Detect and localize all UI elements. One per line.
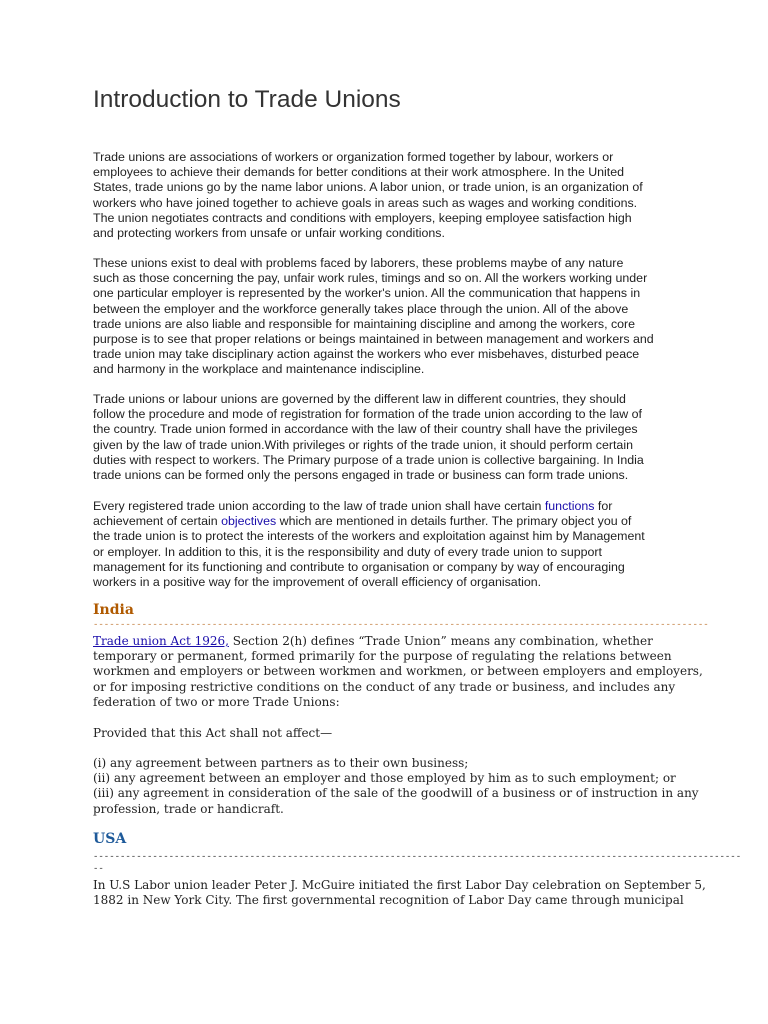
divider-usa: ------------------------------------------------------------------------------------------------------------------------ [93,852,742,862]
text-line: In U.S Labor union leader Peter J. McGuire initiated the first Labor Day celebration on September 5, [93,878,706,892]
text-fragment: which are mentioned in details further. The primary object you of [276,514,632,529]
section-heading-usa: USA [93,831,127,847]
text-line: one particular employer is represented by the worker's union. All the communication that happens in [93,286,641,301]
paragraph-law [93,392,673,483]
paragraph-problems [93,256,673,378]
text-line: the trade union is to protect the interests of the workers and exploitation against him by Management [93,529,645,544]
divider-india: ------------------------------------------------------------------------------------------------------------------ [93,620,709,630]
paragraph-registration [93,499,673,590]
text-line: trade union may take disciplinary action against the workers who ever misbehaves, disturbed peace [93,347,640,362]
list-item: (iii) any agreement in consideration of the sale of the goodwill of a business or of instruction in any [93,786,699,801]
text-line: temporary or permanent, formed primarily for the purpose of regulating the relations between [93,649,672,664]
text-line [93,514,673,529]
text-line: or for imposing restrictive conditions on the conduct of any trade or business, and includes any [93,679,676,694]
text-line: workers who have joined together to achieve goals in areas such as wages and working conditions. [93,195,638,210]
text-line: Provided that this Act shall not affect— [93,726,333,740]
objectives-link[interactable]: objectives [221,514,277,529]
functions-link[interactable]: functions [544,499,595,513]
list-item: (i) any agreement between partners as to their own business; [93,756,469,770]
trade-union-act-link[interactable]: Trade union Act 1926, [93,634,229,648]
text-line: and protecting workers from unsafe or unfair working conditions. [93,226,445,241]
india-proviso-items [93,756,699,817]
text-line: purpose is to see that proper relations or beings maintained in between management and workers and [93,332,654,347]
section-heading-india: India [93,602,134,618]
list-item: (ii) any agreement between an employer and those employed by him as to such employment; or [93,771,676,786]
divider-usa-continuation: -- [93,864,104,874]
list-item: profession, trade or handicraft. [93,801,284,816]
text-fragment: Every registered trade union according to the law of trade union shall have certain [93,499,545,513]
text-fragment: Section 2(h) defines “Trade Union” means any combination, whether [228,634,653,648]
text-line: Trade unions are associations of workers or organization formed together by labour, workers or [93,150,614,164]
text-line [93,499,673,514]
text-line: employees to achieve their demands for better conditions at their work atmosphere. In the United [93,165,625,180]
text-line: trade unions can be formed only the persons engaged in trade or business can form trade unions. [93,468,629,483]
text-line: follow the procedure and mode of registration for formation of the trade union according to the law of [93,407,642,422]
text-line: the country. Trade union formed in accordance with the law of their country shall have the privileges [93,422,638,437]
text-line: federation of two or more Trade Unions: [93,694,340,709]
text-line: These unions exist to deal with problems faced by laborers, these problems maybe of any nature [93,256,624,270]
text-line: workmen and employers or between workmen and workmen, or between employers and employers, [93,664,703,679]
page-title: Introduction to Trade Unions [93,86,401,113]
text-line: Trade unions or labour unions are governed by the different law in different countries, they should [93,392,626,406]
text-line: trade unions are also liable and responsible for maintaining discipline and among the workers, core [93,316,636,331]
text-line: 1882 in New York City. The first governmental recognition of Labor Day came through municipal [93,893,684,908]
usa-labor-day-text [93,878,706,908]
text-line: given by the law of trade union.With privileges or rights of the trade union, it should perform certain [93,437,633,452]
text-line [93,634,673,649]
text-line: between the employer and the workforce generally takes place through the union. All of the above [93,301,629,316]
text-line: The union negotiates contracts and conditions with employers, keeping employee satisfaction high [93,210,632,225]
text-line: or employer. In addition to this, it is the responsibility and duty of every trade union to support [93,544,602,559]
india-act-definition [93,634,703,710]
india-proviso [93,726,673,741]
text-line: States, trade unions go by the name labor unions. A labor union, or trade union, is an organization of [93,180,643,195]
text-line: management for its functioning and contribute to organisation or company by way of encouraging [93,559,625,574]
text-line: such as those concerning the pay, unfair work rules, timings and so on. All the workers working under [93,271,648,286]
text-line: duties with respect to workers. The Primary purpose of a trade union is collective bargaining. In India [93,452,644,467]
text-line: workers in a positive way for the improvement of overall efficiency of organisation. [93,575,542,590]
text-fragment: for [594,499,613,513]
paragraph-intro [93,150,673,241]
text-fragment: achievement of certain [93,514,222,529]
text-line: and harmony in the workplace and maintenance indiscipline. [93,362,425,377]
